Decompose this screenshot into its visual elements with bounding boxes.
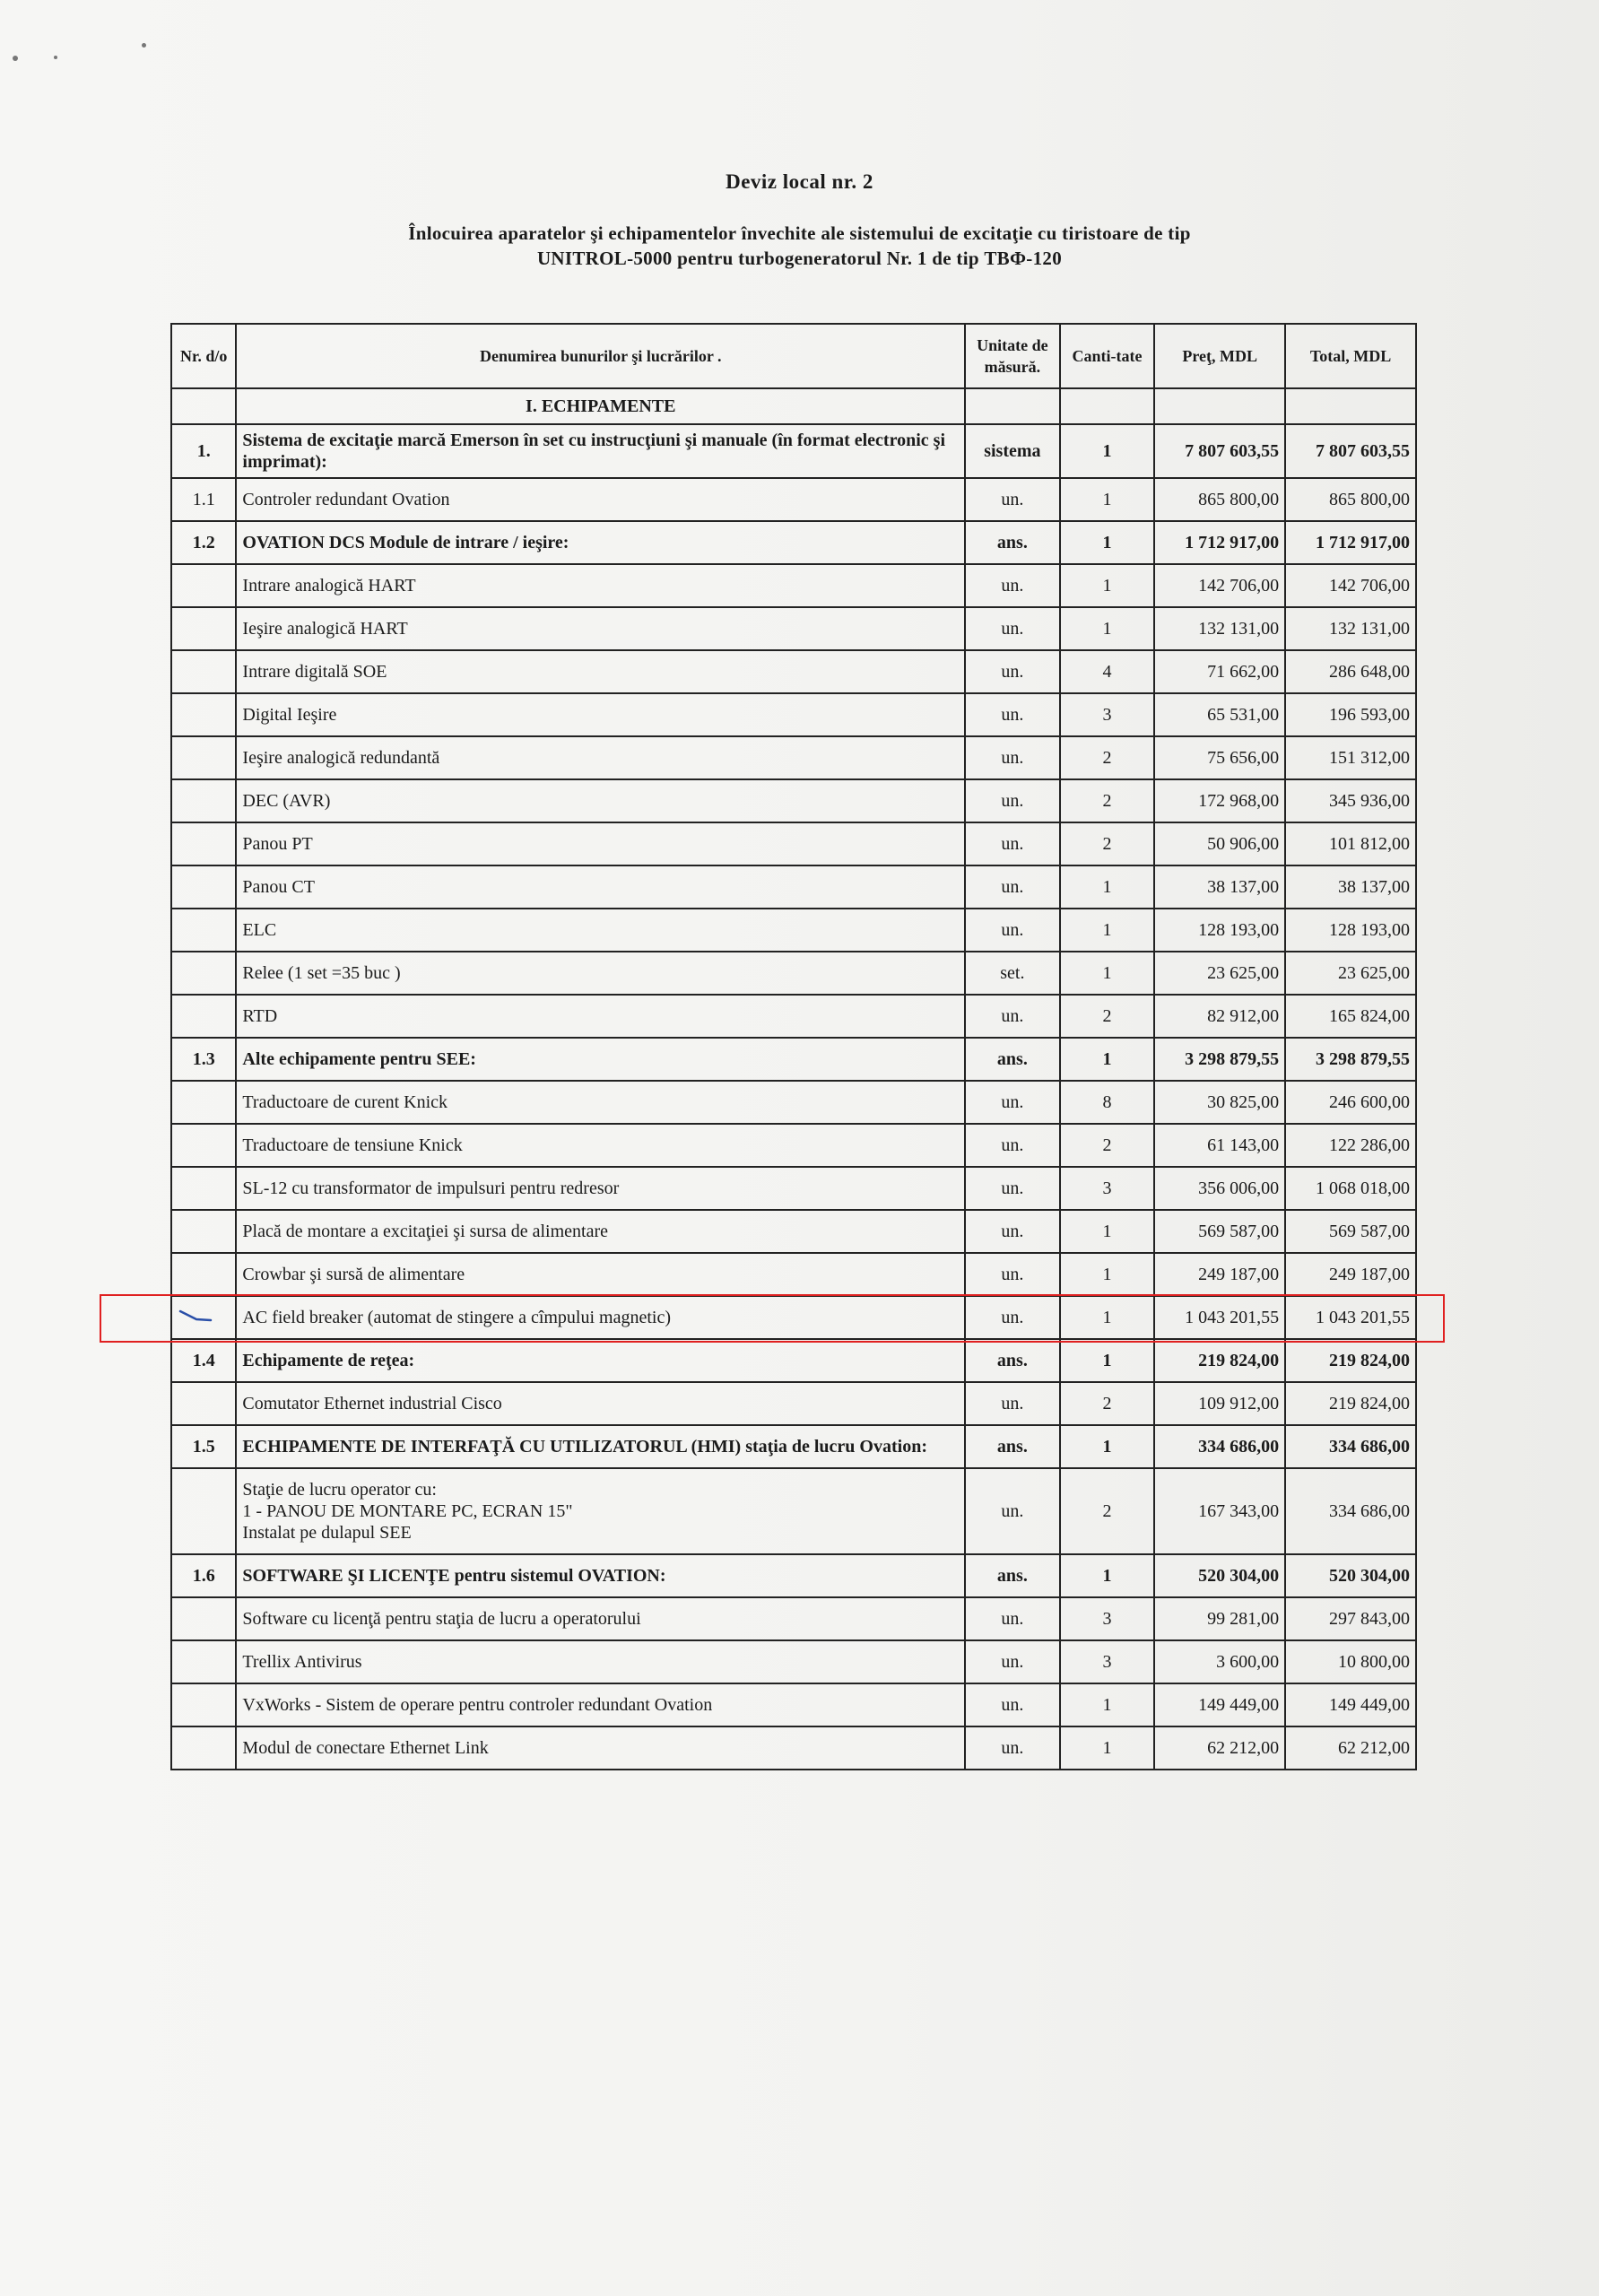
row-denumire: Releе (1 set =35 buc ) [236,952,965,995]
row-nr [171,995,236,1038]
row-nr [171,1210,236,1253]
row-total: 149 449,00 [1285,1683,1416,1726]
table-row [171,1726,1416,1770]
row-um: ans. [965,1554,1060,1597]
document-subtitle-line2: UNITROL-5000 pentru turbogeneratorul Nr. 1 de tip ТВФ-120 [536,248,1063,269]
table-row [171,779,1416,822]
table-header-row [171,324,1416,388]
table-row [171,1683,1416,1726]
row-um: un. [965,607,1060,650]
header-denumire: Denumirea bunurilor şi lucrărilor . [236,324,965,388]
section-empty-cell [965,388,1060,424]
row-total: 10 800,00 [1285,1640,1416,1683]
row-um: un. [965,564,1060,607]
row-qty: 1 [1060,1296,1155,1339]
row-denumire: SOFTWARE ŞI LICENŢE pentru sistemul OVATION: [236,1554,965,1597]
row-nr [171,1124,236,1167]
row-nr [171,779,236,822]
row-nr [171,1382,236,1425]
row-total: 334 686,00 [1285,1425,1416,1468]
row-nr [171,564,236,607]
row-total: 128 193,00 [1285,909,1416,952]
row-nr: 1. [171,424,236,478]
row-nr [171,1468,236,1554]
paper-speck [142,43,146,48]
row-price: 82 912,00 [1154,995,1285,1038]
row-denumire: RTD [236,995,965,1038]
row-total: 345 936,00 [1285,779,1416,822]
table-row [171,1554,1416,1597]
row-um: un. [965,909,1060,952]
row-denumire: VxWorks - Sistem de operare pentru controler redundant Ovation [236,1683,965,1726]
row-denumire: DEC (AVR) [236,779,965,822]
row-total: 1 712 917,00 [1285,521,1416,564]
row-qty: 8 [1060,1081,1155,1124]
row-um: un. [965,865,1060,909]
row-nr [171,1253,236,1296]
row-denumire: Modul de conectare Ethernet Link [236,1726,965,1770]
row-um: un. [965,1468,1060,1554]
row-total: 196 593,00 [1285,693,1416,736]
row-nr [171,1683,236,1726]
row-um: un. [965,1296,1060,1339]
row-qty: 3 [1060,1597,1155,1640]
table-row [171,1468,1416,1554]
row-qty: 1 [1060,952,1155,995]
row-um: un. [965,736,1060,779]
table-row [171,1296,1416,1339]
row-qty: 2 [1060,779,1155,822]
row-qty: 2 [1060,995,1155,1038]
row-um: un. [965,1253,1060,1296]
row-denumire: Comutator Ethernet industrial Cisco [236,1382,965,1425]
table-row [171,1210,1416,1253]
row-denumire: ELC [236,909,965,952]
row-um: un. [965,1683,1060,1726]
row-um: ans. [965,521,1060,564]
row-denumire: Panou PT [236,822,965,865]
row-qty: 2 [1060,1468,1155,1554]
row-um: sistema [965,424,1060,478]
row-price: 149 449,00 [1154,1683,1285,1726]
row-nr [171,865,236,909]
row-total: 1 068 018,00 [1285,1167,1416,1210]
row-um: un. [965,995,1060,1038]
table-row [171,1425,1416,1468]
table-row [171,693,1416,736]
row-price: 167 343,00 [1154,1468,1285,1554]
table-row [171,1597,1416,1640]
row-total: 132 131,00 [1285,607,1416,650]
row-nr: 1.5 [171,1425,236,1468]
row-price: 7 807 603,55 [1154,424,1285,478]
row-price: 219 824,00 [1154,1339,1285,1382]
row-total: 297 843,00 [1285,1597,1416,1640]
paper-speck [54,56,57,59]
row-qty: 1 [1060,909,1155,952]
paper-speck [13,56,18,61]
row-qty: 1 [1060,1339,1155,1382]
row-um: un. [965,1167,1060,1210]
row-qty: 1 [1060,424,1155,478]
row-price: 356 006,00 [1154,1167,1285,1210]
table-row [171,1253,1416,1296]
row-qty: 1 [1060,1683,1155,1726]
row-um: ans. [965,1425,1060,1468]
row-total: 246 600,00 [1285,1081,1416,1124]
table-row [171,607,1416,650]
row-total: 151 312,00 [1285,736,1416,779]
row-qty: 1 [1060,865,1155,909]
row-total: 249 187,00 [1285,1253,1416,1296]
row-nr: 1.6 [171,1554,236,1597]
row-qty: 1 [1060,1038,1155,1081]
row-nr [171,952,236,995]
row-price: 62 212,00 [1154,1726,1285,1770]
row-price: 520 304,00 [1154,1554,1285,1597]
table-row [171,521,1416,564]
row-qty: 3 [1060,1640,1155,1683]
row-um: un. [965,1726,1060,1770]
row-qty: 1 [1060,521,1155,564]
row-nr [171,822,236,865]
row-um: set. [965,952,1060,995]
table-row [171,822,1416,865]
table-row [171,564,1416,607]
header-nr: Nr. d/o [171,324,236,388]
table-row [171,1382,1416,1425]
row-price: 30 825,00 [1154,1081,1285,1124]
table-row [171,650,1416,693]
row-denumire: Traductoare de tensiune Knick [236,1124,965,1167]
row-price: 75 656,00 [1154,736,1285,779]
row-nr [171,1167,236,1210]
row-total: 7 807 603,55 [1285,424,1416,478]
row-price: 334 686,00 [1154,1425,1285,1468]
table-body [171,388,1416,1770]
row-total: 219 824,00 [1285,1382,1416,1425]
section-nr-cell [171,388,236,424]
row-price: 865 800,00 [1154,478,1285,521]
row-um: un. [965,1382,1060,1425]
row-um: un. [965,1597,1060,1640]
row-qty: 1 [1060,564,1155,607]
row-um: ans. [965,1038,1060,1081]
table-row [171,1640,1416,1683]
row-price: 65 531,00 [1154,693,1285,736]
row-price: 569 587,00 [1154,1210,1285,1253]
row-qty: 1 [1060,478,1155,521]
table-row [171,478,1416,521]
row-total: 520 304,00 [1285,1554,1416,1597]
row-denumire: ECHIPAMENTE DE INTERFAŢĂ CU UTILIZATORUL (HMI) staţia de lucru Ovation: [236,1425,965,1468]
row-denumire: Echipamente de reţeа: [236,1339,965,1382]
row-price: 128 193,00 [1154,909,1285,952]
table-row [171,865,1416,909]
row-total: 569 587,00 [1285,1210,1416,1253]
row-nr [171,1597,236,1640]
row-nr: 1.1 [171,478,236,521]
row-qty: 2 [1060,822,1155,865]
row-qty: 2 [1060,1382,1155,1425]
row-denumire: SL-12 cu transformator de impulsuri pentru redresor [236,1167,965,1210]
document-title: Deviz local nr. 2 [726,170,873,193]
row-price: 23 625,00 [1154,952,1285,995]
header-qty: Canti-tate [1060,324,1155,388]
row-qty: 4 [1060,650,1155,693]
section-title: I. ECHIPAMENTE [236,388,965,424]
table-row [171,1167,1416,1210]
row-denumire: Software cu licenţă pentru staţia de lucru a operatorului [236,1597,965,1640]
row-denumire: Intrare digitală SOE [236,650,965,693]
header-price: Preţ, MDL [1154,324,1285,388]
row-nr [171,1726,236,1770]
row-total: 122 286,00 [1285,1124,1416,1167]
row-um: ans. [965,1339,1060,1382]
row-denumire: Traductoare de curent Knick [236,1081,965,1124]
row-denumire: Ieşire analogică HART [236,607,965,650]
row-price: 172 968,00 [1154,779,1285,822]
row-nr [171,693,236,736]
table-row [171,424,1416,478]
row-denumire: Controler redundant Ovation [236,478,965,521]
row-price: 1 043 201,55 [1154,1296,1285,1339]
row-um: un. [965,693,1060,736]
row-qty: 1 [1060,1425,1155,1468]
row-qty: 2 [1060,1124,1155,1167]
section-row [171,388,1416,424]
header-um: Unitate de măsură. [965,324,1060,388]
row-qty: 3 [1060,693,1155,736]
row-price: 38 137,00 [1154,865,1285,909]
row-nr [171,607,236,650]
document-subtitle-line1: Înlocuirea aparatelor şi echipamentelor învechite ale sistemului de excitaţie cu tiristoare de tip [408,222,1191,244]
table-row [171,1038,1416,1081]
row-qty: 1 [1060,1210,1155,1253]
row-qty: 1 [1060,1726,1155,1770]
row-um: un. [965,1124,1060,1167]
row-denumire: Ieşire analogică redundantă [236,736,965,779]
row-nr: 1.3 [171,1038,236,1081]
table-row [171,952,1416,995]
row-nr [171,1640,236,1683]
row-total: 286 648,00 [1285,650,1416,693]
row-um: un. [965,1640,1060,1683]
section-empty-cell [1060,388,1155,424]
estimate-table [170,323,1417,1770]
row-total: 219 824,00 [1285,1339,1416,1382]
row-price: 50 906,00 [1154,822,1285,865]
row-price: 132 131,00 [1154,607,1285,650]
row-qty: 1 [1060,1253,1155,1296]
row-price: 61 143,00 [1154,1124,1285,1167]
row-qty: 2 [1060,736,1155,779]
section-empty-cell [1285,388,1416,424]
row-total: 165 824,00 [1285,995,1416,1038]
row-total: 38 137,00 [1285,865,1416,909]
pen-tick-mark [178,1309,213,1323]
row-denumire: Sistema de excitaţie marcă Emerson în set cu instrucţiuni şi manuale (în format electronic şi imprimat): [236,424,965,478]
row-um: un. [965,822,1060,865]
row-price: 3 298 879,55 [1154,1038,1285,1081]
row-nr [171,1081,236,1124]
row-price: 142 706,00 [1154,564,1285,607]
row-total: 865 800,00 [1285,478,1416,521]
row-nr [171,650,236,693]
row-denumire: Intrare analogică HART [236,564,965,607]
row-denumire: Alte echipamente pentru SEE: [236,1038,965,1081]
row-total: 101 812,00 [1285,822,1416,865]
row-denumire: Digital Ieşire [236,693,965,736]
row-nr: 1.4 [171,1339,236,1382]
section-empty-cell [1154,388,1285,424]
row-denumire: AC field breaker (automat de stingere a cîmpului magnetic) [236,1296,965,1339]
row-denumire: Crowbar şi sursă de alimentare [236,1253,965,1296]
row-denumire: Staţie de lucru operator cu: 1 - PANOU DE MONTARE PC, ECRAN 15" Instalat pe dulapul SEE [236,1468,965,1554]
document-header [0,170,1599,271]
row-total: 1 043 201,55 [1285,1296,1416,1339]
row-denumire: Placă de montare a excitaţiei şi sursa de alimentare [236,1210,965,1253]
table-row [171,1124,1416,1167]
row-denumire: Panou CT [236,865,965,909]
row-nr [171,736,236,779]
row-um: un. [965,1081,1060,1124]
row-um: un. [965,650,1060,693]
table-row [171,1339,1416,1382]
table-row [171,736,1416,779]
table-row [171,909,1416,952]
table-row [171,1081,1416,1124]
row-price: 1 712 917,00 [1154,521,1285,564]
row-price: 109 912,00 [1154,1382,1285,1425]
row-denumire: Trellix Antivirus [236,1640,965,1683]
row-qty: 1 [1060,607,1155,650]
row-price: 3 600,00 [1154,1640,1285,1683]
row-nr [171,909,236,952]
row-price: 99 281,00 [1154,1597,1285,1640]
row-nr: 1.2 [171,521,236,564]
row-denumire: OVATION DCS Module de intrare / ieşire: [236,521,965,564]
row-um: un. [965,779,1060,822]
row-qty: 3 [1060,1167,1155,1210]
row-total: 23 625,00 [1285,952,1416,995]
table-row [171,995,1416,1038]
row-um: un. [965,1210,1060,1253]
row-um: un. [965,478,1060,521]
row-total: 142 706,00 [1285,564,1416,607]
row-price: 249 187,00 [1154,1253,1285,1296]
row-qty: 1 [1060,1554,1155,1597]
header-total: Total, MDL [1285,324,1416,388]
row-total: 334 686,00 [1285,1468,1416,1554]
row-price: 71 662,00 [1154,650,1285,693]
row-total: 3 298 879,55 [1285,1038,1416,1081]
row-total: 62 212,00 [1285,1726,1416,1770]
